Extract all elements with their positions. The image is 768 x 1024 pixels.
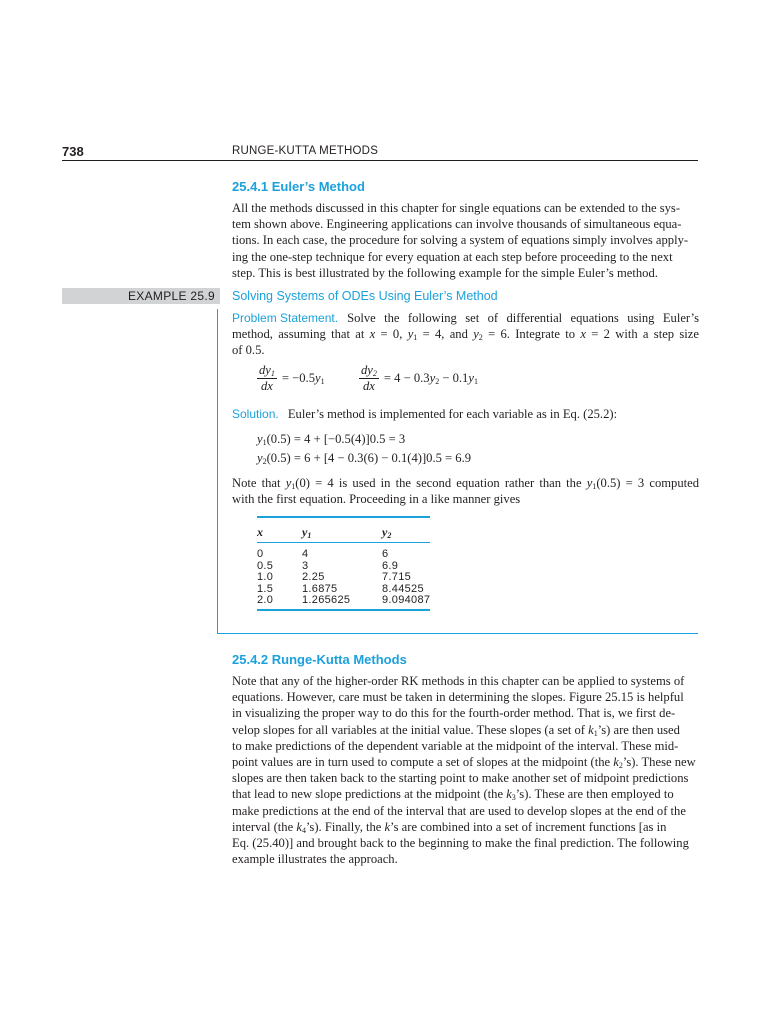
cell-y2: 7.715 <box>382 571 412 583</box>
running-title: RUNGE-KUTTA METHODS <box>232 145 379 157</box>
cell-y1: 1.6875 <box>302 582 338 595</box>
problem-line-3: of 0.5. <box>232 343 265 358</box>
text-line: to make predictions of the dependent variable at the midpoint of the interval. These mid- <box>232 738 679 753</box>
problem-statement <box>232 310 699 359</box>
cell-x: 0 <box>257 548 264 560</box>
section-heading-runge-kutta: 25.4.2 Runge-Kutta Methods <box>232 652 407 667</box>
section-heading-eulers-method: 25.4.1 Euler’s Method <box>232 179 365 194</box>
cell-y1: 2.25 <box>302 571 325 583</box>
results-table-wrapper <box>257 521 430 607</box>
text-line: slopes are then taken back to the starting point to make another set of midpoint predictions <box>232 771 689 786</box>
table-row <box>257 595 430 607</box>
results-table-bottom-rule <box>257 609 430 611</box>
note-text: computed <box>649 476 700 490</box>
example-bottom-rule <box>217 633 698 634</box>
solution-text: Euler’s method is implemented for each variable as in Eq. (25.2): <box>287 407 618 421</box>
table-row <box>257 549 430 561</box>
text-line: tem shown above. Engineering applications can involve thousands of simultaneous equa- <box>232 217 682 232</box>
text-line: make predictions at the end of the interval that are used to develop slopes at the end of the <box>232 803 686 818</box>
text-line: ing the one-step technique for every equation at each step before proceeding to the next <box>232 249 673 264</box>
condition-y1: $y_1 = 4$, <box>407 327 445 343</box>
note-paragraph <box>232 475 699 507</box>
y1-initial: $y_1(0) = 4$ <box>285 476 334 491</box>
page-number: 738 <box>62 144 84 159</box>
problem-line-1 <box>232 310 699 326</box>
header-rule <box>62 160 698 161</box>
text-line: example illustrates the approach. <box>232 852 398 867</box>
results-table-top-rule <box>257 516 430 518</box>
section1-paragraph <box>232 200 699 281</box>
cell-x: 1.0 <box>257 571 274 583</box>
cell-y1: 3 <box>302 559 309 572</box>
condition-x0: x = 0, <box>369 327 403 342</box>
column-header-y1: $y_1$ <box>302 525 312 540</box>
text-line: velop slopes for all variables at the initial value. These slopes (a set of $k_1’s$) are then used <box>232 722 680 738</box>
cell-y2: 6 <box>382 548 389 560</box>
problem-text: method, assuming that at <box>232 327 365 342</box>
example-label: EXAMPLE 25.9 <box>128 289 215 303</box>
dy1-dx-fraction: $\frac{dy_1}{dx}$ <box>259 363 275 393</box>
column-header-y2: $y_2$ <box>382 525 392 540</box>
note-text: is used in the second equation rather than the <box>338 476 582 490</box>
cell-y1: 1.265625 <box>302 594 351 606</box>
results-table <box>257 521 430 607</box>
note-text: Note that <box>232 476 281 490</box>
text-line: Eq. (25.40)] and brought back to the beginning to make the final prediction. The following <box>232 836 689 851</box>
euler-step-y1: $y_1(0.5) = 4 + [-0.5(4)]0.5 = 3$ <box>257 432 406 447</box>
dy2-dx-fraction: $\frac{dy_2}{dx}$ <box>361 363 377 393</box>
condition-y2: $y_2 = 6$ <box>473 327 507 343</box>
text-line: equations. However, care must be taken in determining the slopes. Figure 25.15 is helpful <box>232 690 684 705</box>
cell-x: 2.0 <box>257 594 274 606</box>
cell-y2: 9.094087 <box>382 594 431 606</box>
text-line: Note that any of the higher-order RK methods in this chapter can be applied to systems of <box>232 674 685 688</box>
column-header-x: x <box>257 525 263 539</box>
text-line: step. This is best illustrated by the following example for the simple Euler’s method. <box>232 265 658 280</box>
y1-computed: $y_1(0.5) = 3$ <box>586 476 645 491</box>
note-line-1 <box>232 475 699 491</box>
problem-text: Solve the following set of differential equations using Euler’s <box>347 311 699 325</box>
euler-step-y2: $y_2(0.5) = 6 + [4 - 0.3(6) - 0.1(4)]0.5 = 6.9$ <box>257 451 472 466</box>
solution-line <box>232 406 699 422</box>
text-line: in visualizing the proper way to do this for the fourth-order method. That is, we first de- <box>232 706 676 721</box>
text-line: All the methods discussed in this chapter for single equations can be extended to the sys- <box>232 201 681 215</box>
note-line-2: with the first equation. Proceeding in a like manner gives <box>232 492 521 507</box>
section2-paragraph <box>232 673 699 867</box>
text-line: tions. In each case, the procedure for solving a system of equations simply involves apply- <box>232 233 689 248</box>
problem-text: . Integrate to <box>506 327 576 342</box>
cell-y2: 8.44525 <box>382 582 424 595</box>
text-line: point values are in turn used to compute a set of slopes at the midpoint (the $k_2’s$). These new <box>232 755 696 771</box>
solution-label: Solution. <box>232 407 279 421</box>
ode-equation-1: $\frac{dy_1}{dx}$ = $-0.5y_1$ <box>259 363 325 393</box>
cell-x: 0.5 <box>257 559 274 572</box>
problem-statement-label: Problem Statement. <box>232 311 339 325</box>
condition-x-end: x = 2 <box>580 327 610 342</box>
text-line: interval (the $k_4’s$). Finally, the k’s are combined into a set of increment functions [as in <box>232 819 667 835</box>
cell-y1: 4 <box>302 548 309 560</box>
example-title: Solving Systems of ODEs Using Euler’s Method <box>232 289 498 303</box>
table-header-row <box>257 521 430 544</box>
cell-y2: 6.9 <box>382 559 399 572</box>
text-line: that lead to new slope predictions at the midpoint (the $k_3’s$). These are then employed to <box>232 787 674 803</box>
ode-equation-2: $\frac{dy_2}{dx}$ = $4 - 0.3y_2 - 0.1y_1$ <box>361 363 478 393</box>
problem-line-2 <box>232 326 699 342</box>
example-left-rule <box>217 309 218 634</box>
problem-text: and <box>449 327 468 342</box>
problem-text: with a step size <box>615 327 699 342</box>
cell-x: 1.5 <box>257 582 274 595</box>
table-row <box>257 572 430 584</box>
